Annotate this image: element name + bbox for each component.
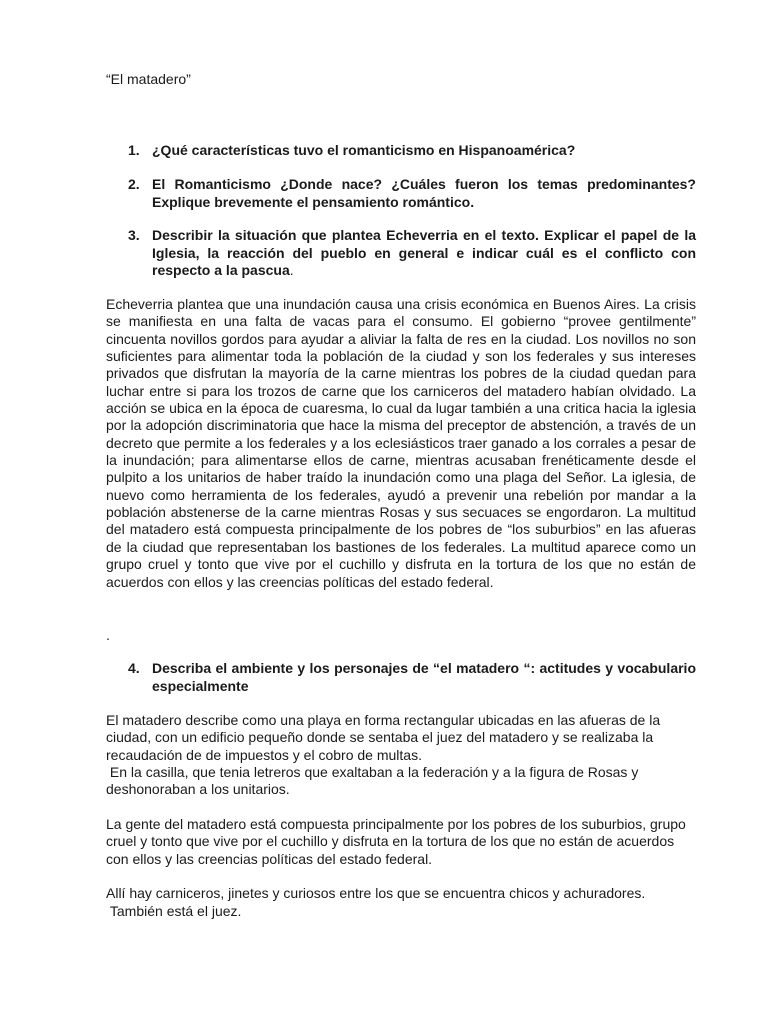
question-3 xyxy=(128,227,696,280)
question-number: 4. xyxy=(128,660,140,676)
answer-4-paragraph-5: También está el juez. xyxy=(106,903,242,919)
answer-4-paragraph-2: En la casilla, que tenia letreros que exaltaban a la federación y a la figura de Rosas y deshonoraban a los unitarios. xyxy=(106,764,643,798)
question-text: ¿Qué características tuvo el romanticismo en Hispanoamérica? xyxy=(152,142,576,158)
document-title: “El matadero” xyxy=(106,71,191,87)
question-text: El Romanticismo ¿Donde nace? ¿Cuáles fueron los temas predominantes? Explique brevemente el pensamiento romántico. xyxy=(152,176,696,210)
answer-3-paragraph: Echeverria plantea que una inundación causa una crisis económica en Buenos Aires. La crisis se manifiesta en una falta de vacas para el consumo. El gobierno “provee gentilmente” cincuenta novillos gordos para ayudar a aliviar la falta de res en la ciudad. Los novillos no son suficientes para alimentar toda la población de la ciudad y son los federales y sus intereses privados que disfrutan la mayoría de la carne mientras los pobres de la ciudad quedan para luchar entre si para los trozos de carne que los carniceros del matadero habían olvidado. La acción se ubica en la época de cuaresma, lo cual da lugar también a una critica hacia la iglesia por la adopción discriminatoria que hace la misma del preceptor de abstención, a través de un decreto que permite a los federales y a los eclesiásticos traer ganado a los corrales a pesar de la inundación; para alimentarse ellos de carne, mientras acusaban frenéticamente desde el pulpito a los unitarios de haber traído la inundación como una plaga del Señor. La iglesia, de nuevo como herramienta de los federales, ayudó a prevenir una rebelión por mandar a la población abstenerse de la carne mientras Rosas y sus secuaces se engordaron. La multitud del matadero está compuesta principalmente de los pobres de “los suburbios” en las afueras de la ciudad que representaban los bastiones de los federales. La multitud aparece como un grupo cruel y tonto que vive por el cuchillo y disfruta en la tortura de los que no están de acuerdos con ellos y las creencias políticas del estado federal. xyxy=(106,296,696,590)
separator-dot: . xyxy=(106,627,110,643)
question-number: 2. xyxy=(128,176,140,192)
answer-4-paragraph-1: El matadero describe como una playa en forma rectangular ubicadas en las afueras de la ciudad, con un edificio pequeño donde se sentaba el juez del matadero y se realizaba la recaudación de de impuestos y el cobro de multas. xyxy=(106,712,661,763)
question-1 xyxy=(128,142,696,160)
question-number: 3. xyxy=(128,227,140,243)
question-text: Describir la situación que plantea Echeverria en el texto. Explicar el papel de la Iglesia, la reacción del pueblo en general e indicar cuál es el conflicto con respecto a la pascua. xyxy=(152,227,696,278)
question-number: 1. xyxy=(128,142,140,158)
answer-4-paragraph-3: La gente del matadero está compuesta principalmente por los pobres de los suburbios, grupo cruel y tonto que vive por el cuchillo y disfruta en la tortura de los que no están de acuerdos con ellos y las creencias políticas del estado federal. xyxy=(106,816,686,867)
question-text: Describa el ambiente y los personajes de “el matadero “: actitudes y vocabulario especialmente xyxy=(152,660,696,694)
question-4 xyxy=(128,660,696,695)
question-2 xyxy=(128,176,696,211)
answer-4-paragraph-4: Allí hay carniceros, jinetes y curiosos entre los que se encuentra chicos y achuradores. xyxy=(106,885,646,901)
